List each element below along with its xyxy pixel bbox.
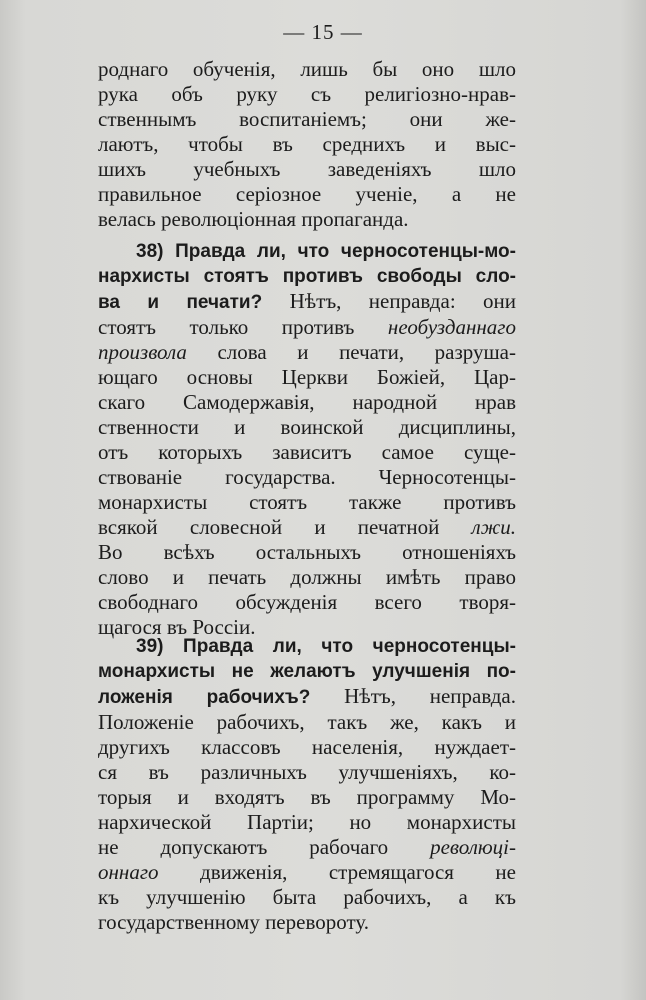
question-heading-line: монархисты не желаютъ улучшенія по- <box>98 661 516 682</box>
italic-emphasis: оннаго <box>98 860 159 884</box>
text-fragment: стоятъ только противъ <box>98 315 388 339</box>
text-line: монархисты стоятъ также противъ <box>98 490 516 514</box>
text-line: роднаго обученія, лишь бы оно шло <box>98 57 516 81</box>
text-line: щагося въ Россіи. <box>98 615 256 639</box>
text-line <box>98 340 516 365</box>
text-line: ственнымъ воспитаніемъ; они же- <box>98 107 516 131</box>
text-line <box>98 515 516 540</box>
italic-emphasis: произвола <box>98 340 187 364</box>
italic-emphasis: революці- <box>430 835 516 859</box>
text-line: шихъ учебныхъ заведеніяхъ шло <box>98 157 516 181</box>
text-line: рука объ руку съ религіозно-нрав- <box>98 82 516 106</box>
paragraph-continuation <box>98 57 516 232</box>
text-line: государственному перевороту. <box>98 910 369 934</box>
question-heading-line: 39) Правда ли, что черносотенцы- <box>136 636 516 657</box>
text-line: отъ которыхъ зависитъ самое суще- <box>98 440 516 464</box>
text-line: ствованіе государства. Черносотенцы- <box>98 465 516 489</box>
text-fragment: не допускаютъ рабочаго <box>98 835 431 859</box>
text-line: скаго Самодержавія, народной нрав <box>98 390 516 414</box>
answer-start: Нѣтъ, неправда: они <box>262 289 516 313</box>
question-heading-end: ложенія рабочихъ? <box>98 687 311 708</box>
text-line: Во всѣхъ остальныхъ отношеніяхъ <box>98 540 516 564</box>
question-heading-line: 38) Правда ли, что черносотенцы-мо- <box>136 241 516 262</box>
question-heading-end: ва и печати? <box>98 292 263 313</box>
text-line: торыя и входятъ въ программу Мо- <box>98 785 516 809</box>
text-line: другихъ классовъ населенія, нуждает- <box>98 735 516 759</box>
answer-start: Нѣтъ, неправда. <box>310 684 517 708</box>
text-fragment: движенія, стремящагося не <box>158 860 516 884</box>
question-heading-line: нархисты стоятъ противъ свободы сло- <box>98 266 516 287</box>
question-39 <box>98 634 516 935</box>
text-line: къ улучшенію быта рабочихъ, а къ <box>98 885 516 909</box>
page-number: — 15 — <box>283 20 363 44</box>
text-line: ственности и воинской дисциплины, <box>98 415 516 439</box>
text-fragment: всякой словесной и печатной <box>98 515 472 539</box>
italic-emphasis: необузданнаго <box>387 315 516 339</box>
text-line: Положеніе рабочихъ, такъ же, какъ и <box>98 710 516 734</box>
text-line <box>98 315 516 340</box>
text-line <box>98 289 516 315</box>
text-line <box>98 835 516 860</box>
text-line: лаютъ, чтобы въ среднихъ и выс- <box>98 132 516 156</box>
question-38 <box>98 239 516 640</box>
text-fragment: слова и печати, разруша- <box>186 340 516 364</box>
text-line: правильное серіозное ученіе, а не <box>98 182 516 206</box>
text-line <box>98 684 516 710</box>
text-line: свободнаго обсужденія всего творя- <box>98 590 516 614</box>
text-line: ющаго основы Церкви Божіей, Цар- <box>98 365 516 389</box>
text-line: ся въ различныхъ улучшеніяхъ, ко- <box>98 760 516 784</box>
italic-emphasis: лжи. <box>471 515 516 539</box>
text-line: слово и печать должны имѣть право <box>98 565 516 589</box>
text-line: велась революціонная пропаганда. <box>98 207 409 231</box>
text-line <box>98 860 516 885</box>
text-line: нархической Партіи; но монархисты <box>98 810 516 834</box>
